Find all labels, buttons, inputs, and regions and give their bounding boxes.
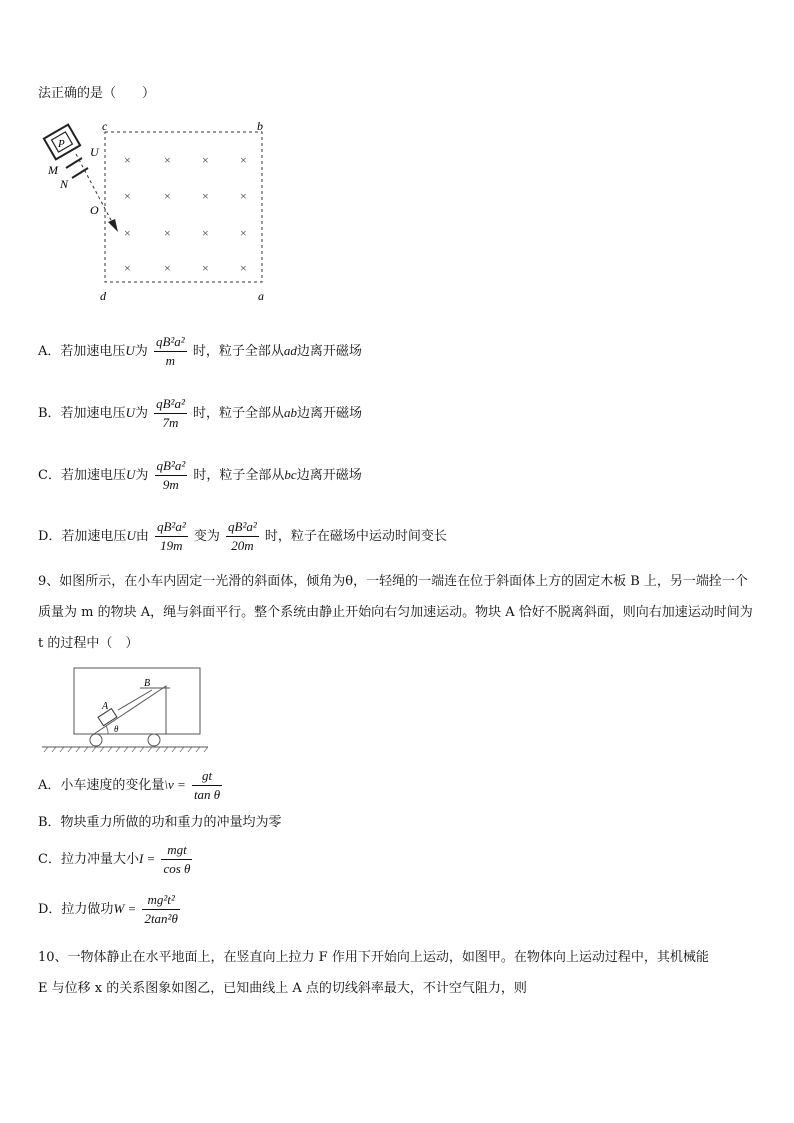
fraction: $\frac{\text{qB²a²}}{9m}$ (156, 458, 186, 492)
option-9B: B．物块重力所做的功和重力的冲量均为零 (38, 815, 282, 830)
svg-text:×: × (164, 226, 171, 240)
fraction: $\frac{gt}{\text{tan θ}}$ (193, 768, 221, 802)
svg-text:×: × (164, 189, 171, 203)
field-crosses (124, 153, 247, 275)
option-8D: D．若加速电压U由 $\frac{\text{qB²a²}}{19m}$ 变为 $\frac{\text{qB²a²}}{20m}$ 时，粒子在磁场中运动时间变长 (38, 519, 447, 553)
svg-text:×: × (240, 261, 247, 275)
option-9C: C．拉力冲量大小I = $\frac{\text{mgt}}{\text{cos θ}}$ (38, 842, 191, 876)
option-9D: D．拉力做功W = $\frac{\text{mg²t²}}{\text{2tan²θ}}$ (38, 892, 178, 926)
fraction: $\frac{\text{mg²t²}}{\text{2tan²θ}}$ (144, 892, 178, 926)
svg-text:×: × (124, 226, 131, 240)
question-10-line2: E 与位移 x 的关系图象如图乙，已知曲线上 A 点的切线斜率最大，不计空气阻力，则 (38, 981, 527, 996)
fraction: $\frac{\text{qB²a²}}{m}$ (155, 334, 185, 368)
svg-text:×: × (202, 153, 209, 167)
svg-text:×: × (164, 261, 171, 275)
label-M: M (48, 163, 58, 177)
magnetic-field-figure (38, 118, 278, 308)
label-c: c (102, 119, 108, 133)
question-intro: 法正确的是（ ） (38, 86, 156, 101)
option-8A: A．若加速电压U为 $\frac{\text{qB²a²}}{m}$ 时，粒子全部从ad边离开磁场 (38, 334, 362, 368)
label-B: B (144, 678, 151, 689)
label-N: N (60, 177, 69, 191)
fraction: $\frac{\text{qB²a²}}{20m}$ (228, 519, 257, 553)
label-theta: θ (114, 724, 119, 734)
svg-text:×: × (124, 153, 131, 167)
cart-incline-figure (40, 664, 212, 756)
svg-text:×: × (240, 153, 247, 167)
svg-text:×: × (202, 226, 209, 240)
fraction: $\frac{\text{qB²a²}}{19m}$ (156, 519, 186, 553)
svg-text:×: × (240, 226, 247, 240)
label-P: P (58, 138, 65, 150)
svg-text:×: × (240, 189, 247, 203)
svg-text:×: × (124, 189, 131, 203)
question-9-stem: 9、如图所示，在小车内固定一光滑的斜面体，倾角为θ，一轻绳的一端连在位于斜面体上方的固定木板 B 上，另一端拴一个质量为 m 的物块 A，绳与斜面平行。整个系统由静止开始向右匀加速运动。物块 A 恰好不脱离斜面，则向右加速运动时间为 t 的过程中（ ） (38, 574, 753, 651)
question-10-line1: 10、一物体静止在水平地面上，在竖直向上拉力 F 作用下开始向上运动，如图甲。在物体向上运动过程中，其机械能 (38, 950, 709, 965)
svg-text:×: × (202, 189, 209, 203)
option-9A: A．小车速度的变化量\v = $\frac{gt}{\text{tan θ}}$ (38, 768, 221, 802)
svg-text:×: × (124, 261, 131, 275)
fraction: $\frac{\text{mgt}}{\text{cos θ}}$ (163, 842, 191, 876)
label-A: A (102, 701, 109, 712)
label-d: d (100, 289, 106, 303)
option-8C: C．若加速电压U为 $\frac{\text{qB²a²}}{9m}$ 时，粒子全部从bc边离开磁场 (38, 458, 362, 492)
label-b: b (257, 119, 263, 133)
svg-text:×: × (202, 261, 209, 275)
label-U: U (90, 145, 99, 159)
label-a: a (258, 289, 264, 303)
option-8B: B．若加速电压U为 $\frac{\text{qB²a²}}{7m}$ 时，粒子全部从ab边离开磁场 (38, 396, 363, 430)
label-O: O (90, 203, 99, 217)
svg-text:×: × (164, 153, 171, 167)
fraction: $\frac{\text{qB²a²}}{7m}$ (156, 396, 185, 430)
